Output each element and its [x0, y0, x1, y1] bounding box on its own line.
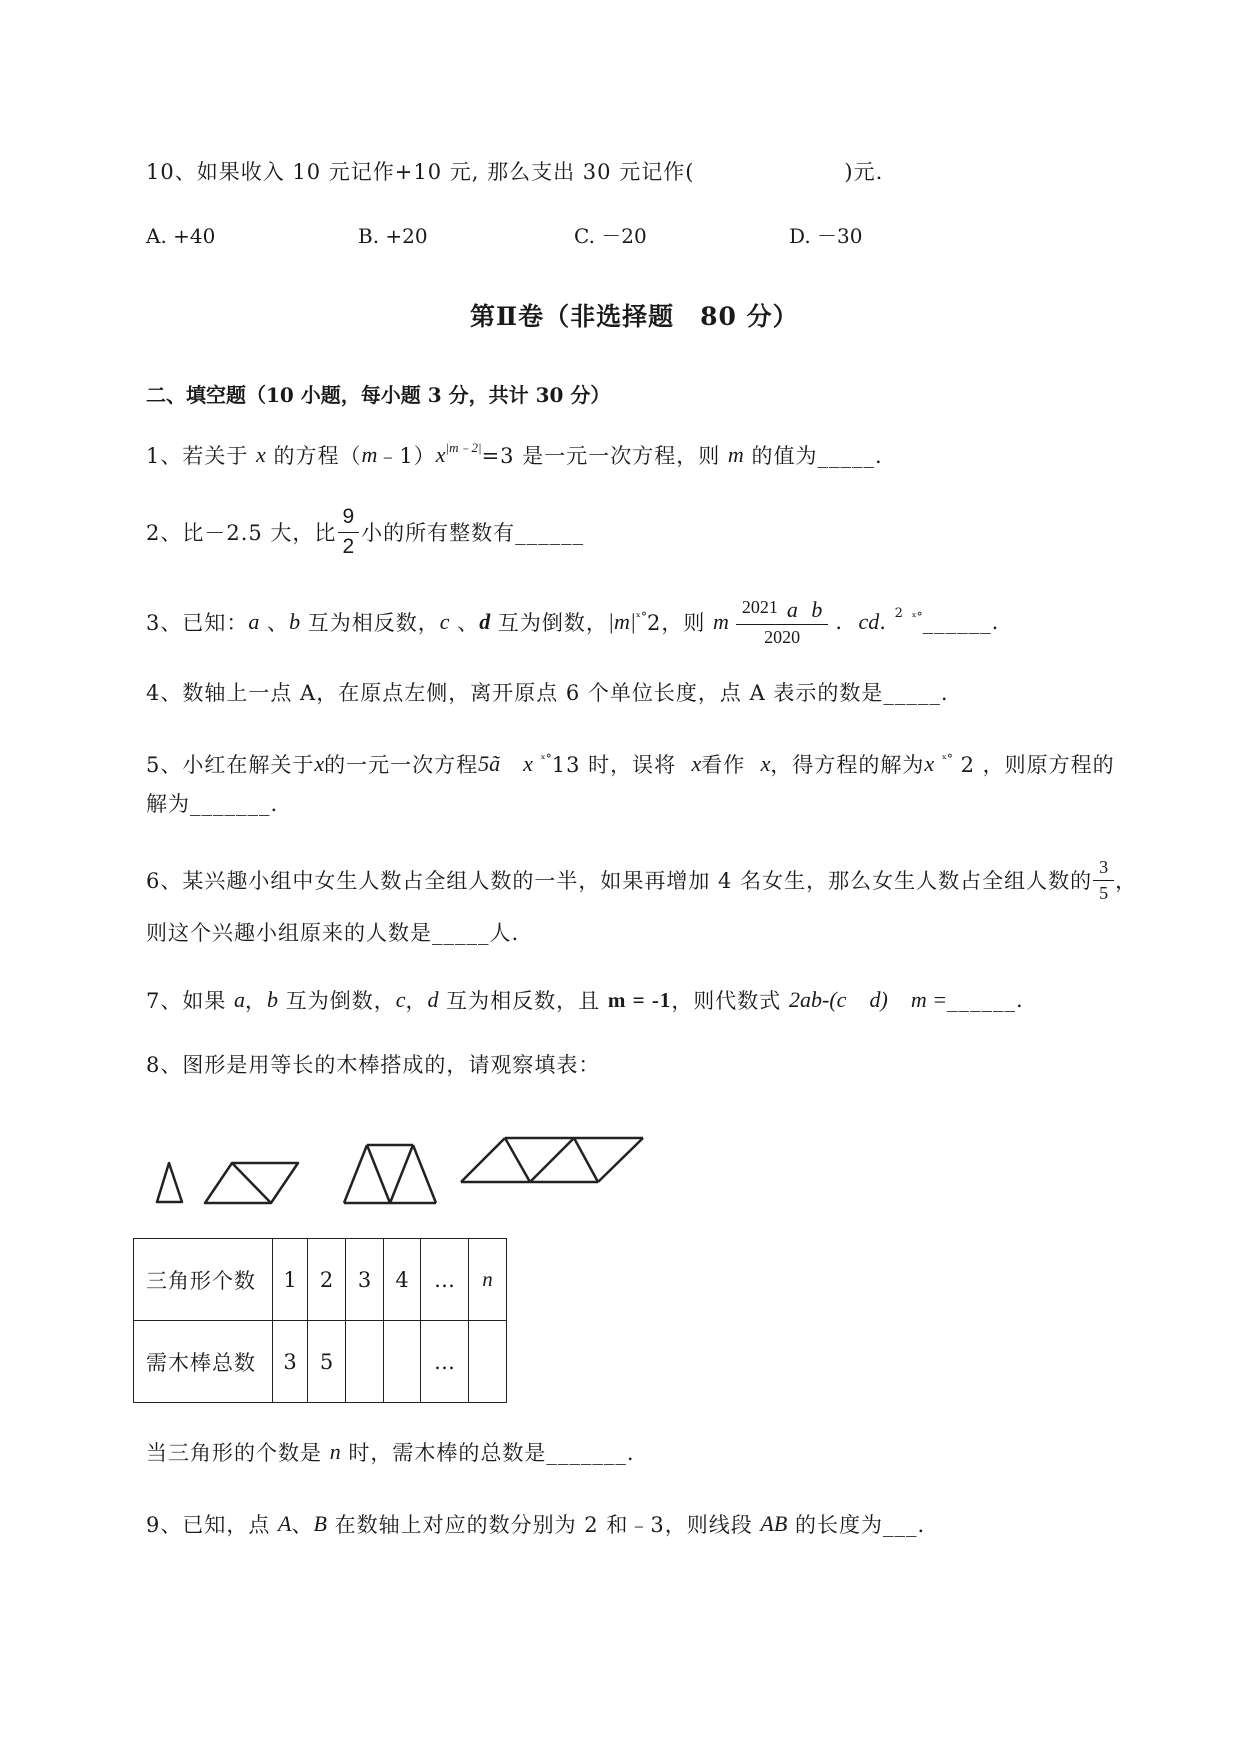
q2-text: 小的所有整数有______ — [361, 521, 585, 545]
q7-text: ， — [405, 989, 428, 1013]
question-6-line-2 — [146, 918, 519, 946]
exponent: |m﹣2| — [445, 439, 482, 455]
q3-text: . — [835, 610, 844, 634]
q9-text: 的长度为___. — [787, 1513, 926, 1537]
exponent-2: 2 — [894, 605, 904, 621]
q3-text: 互为倒数， — [490, 611, 608, 635]
triangle-stick-table — [133, 1238, 507, 1403]
variable-d: d — [479, 609, 491, 634]
table-cell — [346, 1321, 384, 1403]
fraction-denominator: 5 — [1093, 880, 1114, 904]
q1-text: 的值为_____. — [743, 444, 883, 468]
q5-text: 的一元一次方程 — [324, 753, 479, 777]
variable-x: x — [523, 751, 533, 776]
table-row-label: 三角形个数 — [134, 1239, 273, 1321]
q1-text: ﹣1） — [377, 444, 436, 468]
table-cell: 2 — [308, 1239, 346, 1321]
variable-m: m — [361, 442, 378, 467]
equals-glyph: ˣ° — [635, 610, 647, 624]
q7-text: 7、如果 — [146, 989, 235, 1013]
stick-figures — [140, 1130, 660, 1210]
question-5-line-1 — [146, 750, 1115, 778]
variable-n: n — [329, 1439, 341, 1464]
table-row-sticks — [134, 1321, 507, 1403]
variable-cd: cd — [858, 609, 880, 634]
point-b: B — [313, 1511, 327, 1536]
q8-text: 时，需木棒的总数是_______. — [340, 1441, 635, 1465]
figure-2-two-triangles — [205, 1163, 298, 1203]
table-row-triangles — [134, 1239, 507, 1321]
equals-glyph: ˣ° — [911, 610, 923, 624]
q7-text: ______. — [947, 988, 1024, 1012]
figure-3-three-triangles — [344, 1145, 436, 1203]
option-a: A. +40 — [146, 224, 216, 248]
expression-part: d) — [869, 987, 888, 1012]
question-3 — [146, 596, 1000, 647]
variable-x: x — [435, 442, 446, 467]
variable-x: x — [924, 751, 935, 776]
q6-text: ， — [1115, 869, 1138, 893]
fraction-9-over-2 — [340, 505, 357, 558]
table-cell: 4 — [384, 1239, 421, 1321]
q5-text: 解为_______. — [146, 792, 279, 816]
variable-b: b — [267, 987, 279, 1012]
q5-text: 13 时，误将 — [551, 753, 677, 777]
question-7 — [146, 986, 1024, 1014]
section-heading: 二、填空题（10 小题，每小题 3 分，共计 30 分） — [146, 383, 611, 407]
question-8-followup — [146, 1438, 635, 1466]
fraction-numerator: 3 — [1099, 856, 1109, 877]
q5-text: 5、小红在解关于 — [146, 753, 315, 777]
question-8 — [146, 1050, 600, 1078]
variable-x: x — [691, 751, 702, 776]
q3-text: 互为相反数， — [300, 611, 440, 635]
fraction-denominator: 2 — [338, 532, 359, 559]
fraction-numerator — [739, 597, 826, 624]
variable-x: x — [256, 442, 266, 467]
figure-4-four-triangles — [461, 1138, 643, 1182]
q5-text: 2 ，则原方程的 — [952, 753, 1115, 777]
fraction-2021-over-2020 — [739, 597, 826, 648]
variable-d: d — [427, 987, 439, 1012]
number-2021: 2021 — [741, 596, 778, 617]
question-10-close: )元. — [844, 160, 884, 184]
q9-text: 、 — [291, 1513, 314, 1537]
variable-x: x — [314, 751, 325, 776]
q7-text: ， — [245, 989, 268, 1013]
variable-c: c — [439, 609, 450, 634]
question-4 — [146, 678, 949, 706]
expression-5a: 5ã — [478, 751, 501, 776]
variable-m: m — [727, 442, 744, 467]
q4-text: 4、数轴上一点 A，在原点左侧，离开原点 6 个单位长度，点 A 表示的数是_____. — [146, 681, 949, 705]
q3-text: . — [879, 610, 887, 634]
condition-m: m = -1 — [607, 987, 672, 1012]
q9-text: 在数轴上对应的数分别为 2 和﹣3，则线段 — [326, 1513, 761, 1537]
q3-text: ______. — [922, 610, 1000, 634]
q3-text: 、 — [259, 611, 290, 635]
q3-text: 2，则 — [646, 611, 714, 635]
question-6-line-1 — [146, 856, 1138, 903]
question-5-line-2 — [146, 789, 278, 817]
q5-text: ，得方程的解为 — [770, 753, 925, 777]
table-cell: 1 — [273, 1239, 308, 1321]
q9-text: 9、已知，点 — [146, 1513, 279, 1537]
q1-text: 1、若关于 — [146, 444, 257, 468]
equals-glyph: ˣ° — [540, 752, 552, 766]
table-cell: 5 — [308, 1321, 346, 1403]
q3-text: 3、已知： — [146, 611, 249, 635]
q1-text: =3 是一元一次方程，则 — [481, 444, 728, 468]
question-1 — [146, 441, 883, 469]
table-cell: 3 — [273, 1321, 308, 1403]
equals-glyph: ˣ° — [941, 752, 953, 766]
q7-text: 互为倒数， — [278, 989, 396, 1013]
fraction-3-over-5 — [1096, 857, 1111, 903]
table-cell: … — [421, 1321, 469, 1403]
fraction-denominator: 2020 — [736, 624, 829, 648]
table-cell: 3 — [346, 1239, 384, 1321]
q2-text: 2、比－2.5 大，比 — [146, 521, 337, 545]
q8-text: 当三角形的个数是 — [146, 1441, 330, 1465]
question-9 — [146, 1510, 925, 1538]
part-2-title: 第Ⅱ卷（非选择题 80 分） — [470, 302, 799, 331]
variable-x: x — [760, 751, 771, 776]
q8-text: 8、图形是用等长的木棒搭成的，请观察填表： — [146, 1053, 601, 1077]
variable-a: a — [248, 609, 260, 634]
fraction-numerator: 9 — [342, 505, 356, 529]
q5-text: 看作 — [701, 753, 746, 777]
option-c: C. －20 — [574, 224, 647, 248]
segment-ab: AB — [760, 1511, 788, 1536]
option-d: D. －30 — [789, 224, 863, 248]
q7-text: 互为相反数，且 — [438, 989, 608, 1013]
table-cell: … — [421, 1239, 469, 1321]
question-2 — [146, 505, 585, 558]
expression-part: 2ab-(c — [789, 987, 847, 1012]
q3-text: 、 — [449, 611, 480, 635]
question-10-stem: 10、如果收入 10 元记作+10 元, 那么支出 30 元记作( — [146, 160, 695, 184]
variable-b: b — [811, 596, 823, 622]
variable-m: m — [713, 609, 729, 634]
abs-m: |m| — [607, 609, 636, 634]
figure-1-triangle — [157, 1163, 182, 1202]
q6-text: 6、某兴趣小组中女生人数占全组人数的一半，如果再增加 4 名女生，那么女生人数占全组人数的 — [146, 869, 1093, 893]
variable-c: c — [395, 987, 406, 1012]
question-10 — [146, 157, 883, 185]
variable-a: a — [786, 596, 798, 622]
table-row-label: 需木棒总数 — [134, 1321, 273, 1403]
variable-b: b — [289, 609, 301, 634]
point-a: A — [278, 1511, 292, 1536]
table-cell — [384, 1321, 421, 1403]
variable-a: a — [234, 987, 246, 1012]
table-cell — [469, 1321, 507, 1403]
option-b: B. +20 — [358, 224, 428, 248]
q6-text: 则这个兴趣小组原来的人数是_____人. — [146, 921, 520, 945]
q1-text: 的方程（ — [265, 444, 362, 468]
expression-part: m = — [910, 987, 948, 1012]
q7-text: ，则代数式 — [671, 989, 789, 1013]
table-cell: n — [469, 1239, 507, 1321]
